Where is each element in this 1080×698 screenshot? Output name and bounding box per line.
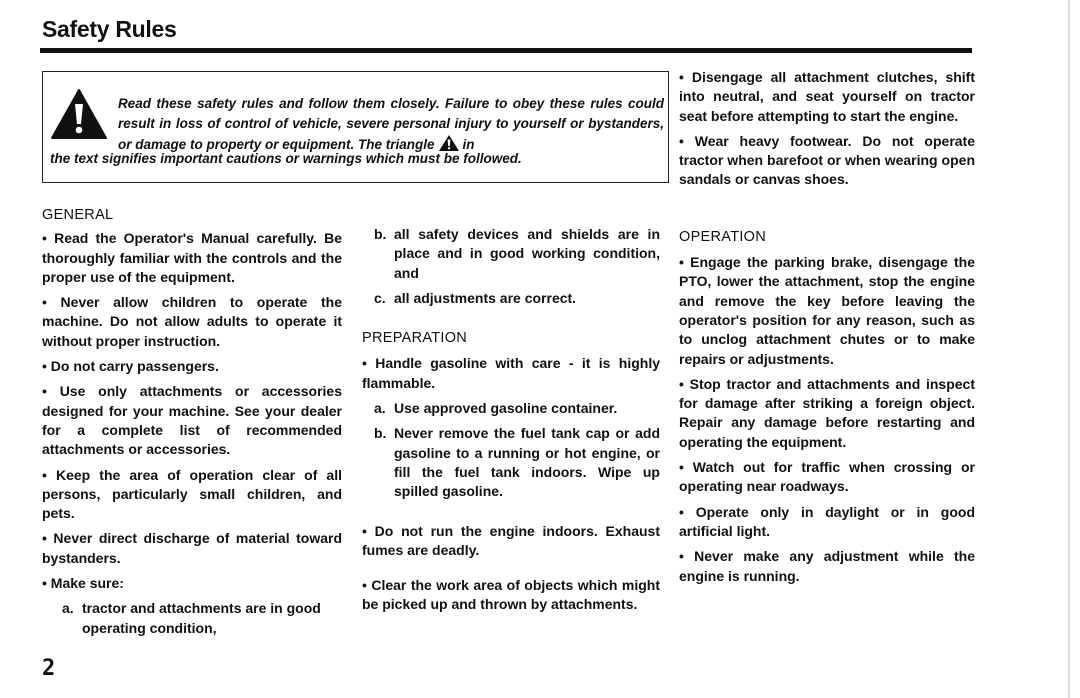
prep-sub-item-b xyxy=(362,424,660,501)
sub-item-text: tractor and attachments are in good operating condition, xyxy=(82,600,321,636)
list-item: • Stop tractor and attachments and inspect for damage after striking a foreign object. Repair any damage before restarting and operating the equipment. xyxy=(679,375,975,450)
list-item: • Keep the area of operation clear of all persons, particularly small children, and pets. xyxy=(42,466,342,522)
list-item: • Read the Operator's Manual carefully. Be thoroughly familiar with the controls and the proper use of the equipment. xyxy=(42,230,342,285)
warning-text-last: the text signifies important cautions or warnings which must be followed. xyxy=(50,151,522,166)
sub-item-label: a. xyxy=(374,400,386,417)
section-heading-general: GENERAL xyxy=(42,207,114,223)
list-item: • Engage the parking brake, disengage the PTO, lower the attachment, stop the engine and remove the key before leaving the operator's position for any reason, such as to unclog attachment chutes or to make repairs or adjustments. xyxy=(679,254,975,367)
list-item: • Never direct discharge of material toward bystanders. xyxy=(42,530,342,566)
prep-sub-item-a xyxy=(362,399,660,418)
sub-item-label: b. xyxy=(374,425,387,442)
sub-item-a xyxy=(42,599,342,638)
warning-text-main: Read these safety rules and follow them closely. Failure to obey these rules could result in loss of control of vehicle, severe personal injury to yourself or bystanders, or damage to property or equipment. The triangle xyxy=(118,96,664,152)
page-number: 2 xyxy=(42,656,56,681)
sub-item-label: b. xyxy=(374,226,387,242)
list-item: • Disengage all attachment clutches, shift into neutral, and seat yourself on tractor seat before attempting to start the engine. xyxy=(679,69,975,124)
list-item: • Do not carry passengers. xyxy=(42,358,219,375)
sub-item-text: Use approved gasoline container. xyxy=(394,400,618,417)
warning-text xyxy=(118,94,664,155)
list-item: • Operate only in daylight or in good artificial light. xyxy=(679,503,975,539)
list-item: • Never allow children to operate the machine. Do not allow adults to operate it without proper instruction. xyxy=(42,294,342,349)
list-item: • Use only attachments or accessories designed for your machine. See your dealer for a complete list of recommended attachments or accessories. xyxy=(42,383,342,458)
list-item: • Clear the work area of objects which might be picked up and thrown by attachments. xyxy=(362,577,660,613)
list-item: • Make sure: xyxy=(42,575,124,592)
section-heading-preparation: PREPARATION xyxy=(362,330,468,347)
sub-item-text: Never remove the fuel tank cap or add gasoline to a running or hot engine, or fill the fuel tank indoors. Wipe up spilled gasoline. xyxy=(394,425,660,500)
title-rule xyxy=(40,48,972,53)
list-item: • Watch out for traffic when crossing or operating near roadways. xyxy=(679,459,975,495)
page-edge xyxy=(1068,0,1070,698)
sub-item-c xyxy=(362,289,660,308)
sub-item-label: c. xyxy=(374,289,386,306)
list-item: • Never make any adjustment while the engine is running. xyxy=(679,548,975,584)
section-heading-operation: OPERATION xyxy=(679,228,767,245)
column-right xyxy=(679,68,975,586)
sub-item-label: a. xyxy=(62,600,74,617)
sub-item-b xyxy=(362,225,660,283)
warning-triangle-icon xyxy=(50,88,108,140)
column-general xyxy=(42,206,342,638)
list-item: • Wear heavy footwear. Do not operate tractor when barefoot or when wearing open sandals or canvas shoes. xyxy=(679,132,975,188)
sub-item-text: all adjustments are correct. xyxy=(394,289,577,306)
list-item: • Do not run the engine indoors. Exhaust fumes are deadly. xyxy=(362,522,660,558)
column-middle xyxy=(362,225,660,615)
page-title: Safety Rules xyxy=(42,16,177,42)
sub-item-text: all safety devices and shields are in place and in good working condition, and xyxy=(394,226,660,281)
warning-text-in: in xyxy=(462,137,475,152)
list-item: • Handle gasoline with care - it is highly flammable. xyxy=(362,355,660,391)
